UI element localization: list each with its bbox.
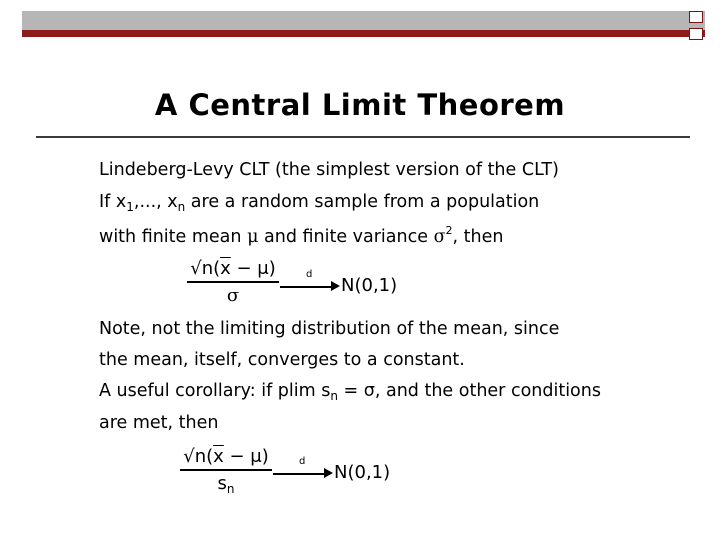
subscript: 1 — [126, 200, 134, 214]
text-fragment: If x — [99, 192, 127, 212]
arrow-shaft — [273, 473, 325, 475]
superscript: 2 — [445, 224, 453, 237]
title-divider — [36, 136, 690, 138]
denominator-text: s — [217, 472, 227, 494]
formula-2-denominator — [180, 473, 272, 494]
slide-title: A Central Limit Theorem — [154, 88, 566, 122]
formula-2-numerator — [180, 446, 272, 467]
arrow-label: d — [306, 269, 313, 280]
top-decorative-bar — [22, 11, 705, 39]
numerator-text: $n(\overline{x} - \mu)$ — [194, 446, 269, 467]
text-fragment: and finite variance — [258, 227, 434, 247]
corner-square-icon — [689, 28, 703, 40]
x-bar: $\overline{x}$ — [220, 258, 231, 279]
formula-1-limit: N(0,1) — [341, 275, 398, 296]
text-line-3 — [99, 224, 504, 247]
formula-2-fraction — [180, 446, 272, 494]
arrow-head — [324, 468, 333, 478]
formula-1-denominator: σ — [226, 284, 240, 306]
subscript: n — [330, 389, 338, 403]
x-bar: $\overline{x}$ — [213, 446, 224, 467]
text-fragment: , then — [452, 227, 504, 247]
text-fragment: ,..., x — [133, 192, 178, 212]
text-fragment: A useful corollary: if plim s — [99, 381, 331, 401]
formula-1-numerator — [187, 258, 279, 279]
fraction-bar — [180, 469, 272, 471]
arrow-label: d — [299, 456, 306, 467]
subscript: n — [226, 481, 235, 496]
subscript: n — [177, 200, 186, 214]
top-red-band — [22, 30, 705, 37]
text-fragment: with finite mean — [99, 227, 248, 247]
sqrt-symbol: √ — [190, 258, 202, 279]
text-line-6 — [99, 381, 601, 401]
mu-symbol: μ — [247, 227, 259, 247]
arrow-head — [331, 281, 340, 291]
text-line-7: are met, then — [99, 413, 219, 433]
sigma-symbol: σ — [433, 227, 446, 247]
fraction-bar — [187, 281, 279, 283]
text-fragment: = σ, and the other conditions — [337, 381, 601, 401]
formula-2-limit: N(0,1) — [334, 462, 391, 483]
text-line-2 — [99, 192, 539, 212]
arrow-shaft — [280, 286, 332, 288]
top-gray-band — [22, 11, 705, 30]
formula-1-fraction — [187, 258, 279, 306]
text-fragment: are a random sample from a population — [185, 192, 540, 212]
corner-square-icon — [689, 11, 703, 23]
sqrt-symbol: √ — [183, 446, 195, 467]
text-line-5: the mean, itself, converges to a constant. — [99, 350, 465, 370]
text-line-1: Lindeberg-Levy CLT (the simplest version of the CLT) — [99, 160, 559, 180]
numerator-text: $n(\overline{x} - \mu)$ — [201, 258, 276, 279]
converges-arrow-icon — [280, 269, 340, 295]
converges-arrow-icon — [273, 456, 333, 482]
text-line-4: Note, not the limiting distribution of the mean, since — [99, 319, 560, 339]
